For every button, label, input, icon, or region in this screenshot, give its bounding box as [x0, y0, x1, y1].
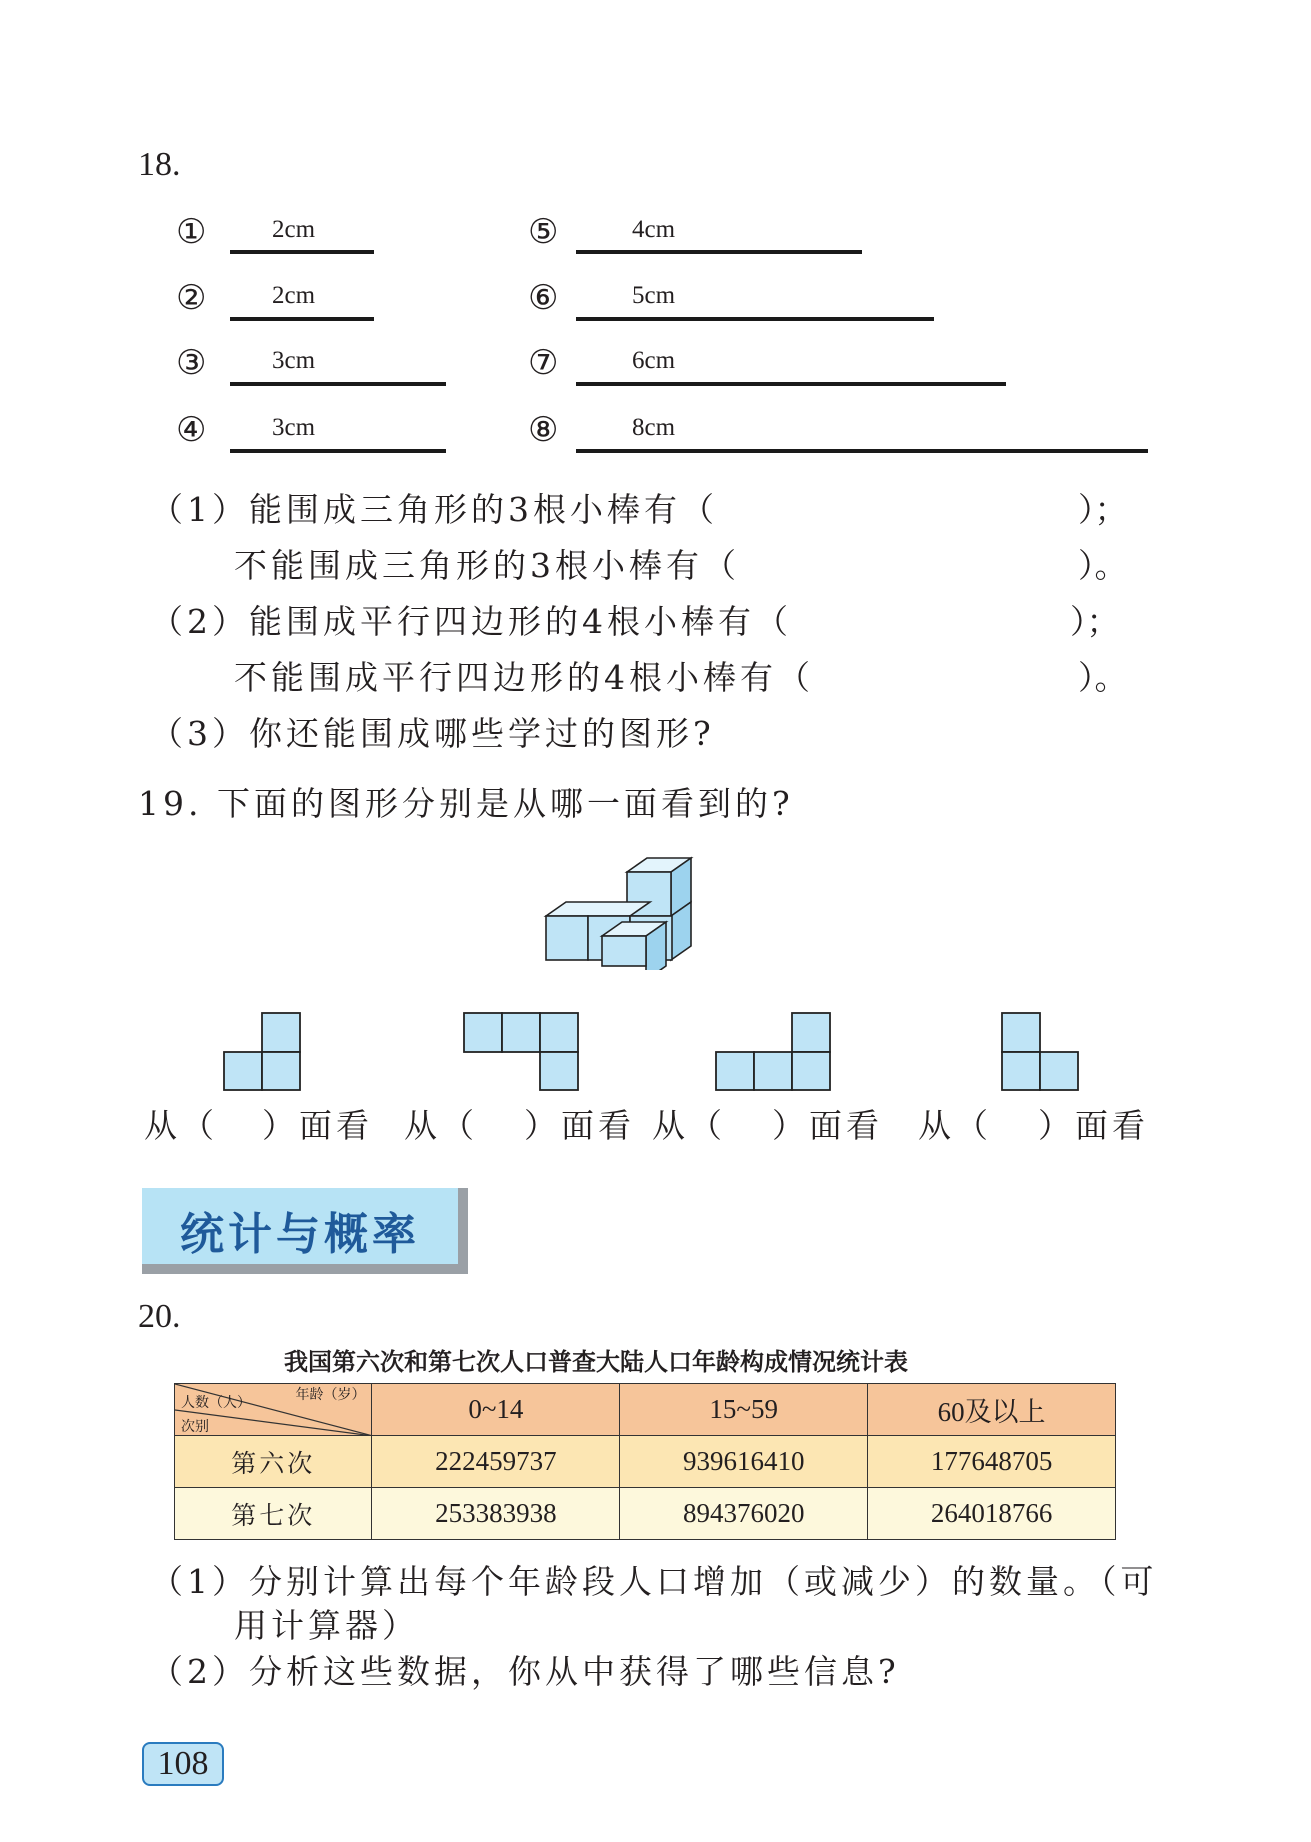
stick-3-mark: ③: [176, 343, 207, 383]
table-cell: 264018766: [868, 1488, 1116, 1540]
population-table: [174, 1383, 1116, 1540]
q18-part3: （3）你还能围成哪些学过的图形?: [150, 714, 715, 753]
view-b-label-right: ）面看: [524, 1106, 635, 1145]
view-a-square: [262, 1052, 300, 1090]
column-header: 60及以上: [868, 1384, 1116, 1436]
stick-5-mark: ⑤: [528, 212, 559, 252]
stick-7-length: 6cm: [632, 347, 676, 374]
view-c-square: [716, 1052, 754, 1090]
question-20-number: 20.: [138, 1298, 181, 1335]
table-cell: 894376020: [620, 1488, 868, 1540]
view-b-square: [464, 1013, 502, 1052]
row-label: 第七次: [175, 1488, 372, 1540]
table-cell: 253383938: [372, 1488, 620, 1540]
table-row: [175, 1488, 1116, 1540]
stick-4-line: [230, 449, 446, 453]
q18-part2-close: ）；: [1070, 602, 1120, 641]
table-title: 我国第六次和第七次人口普查大陆人口年龄构成情况统计表: [284, 1348, 908, 1376]
stick-6-mark: ⑥: [528, 278, 559, 318]
view-c-label-right: ）面看: [772, 1106, 883, 1145]
q18-part1-close: ）；: [1078, 490, 1128, 529]
q18-part1-line1: （1）能围成三角形的3根小棒有（: [150, 490, 718, 529]
column-header: 0~14: [372, 1384, 620, 1436]
table-corner-cell: [175, 1384, 372, 1436]
stick-2-length: 2cm: [272, 282, 316, 309]
corner-round-label: 次别: [181, 1419, 209, 1435]
view-d-square: [1040, 1052, 1078, 1090]
view-c-square: [754, 1052, 792, 1090]
view-b-figure: [462, 1012, 582, 1092]
stick-6-length: 5cm: [632, 282, 676, 309]
stick-8-length: 8cm: [632, 414, 676, 441]
view-d-square: [1002, 1013, 1040, 1052]
stick-4-length: 3cm: [272, 414, 316, 441]
table-cell: 939616410: [620, 1436, 868, 1488]
cube-row-front-1: [546, 916, 588, 960]
corner-age-label: 年龄（岁）: [295, 1387, 366, 1403]
q18-part1-line2: 不能围成三角形的3根小棒有（: [234, 546, 740, 585]
view-a-figure: [222, 1012, 302, 1092]
view-b-label-left: 从（: [404, 1106, 478, 1145]
stick-1-line: [230, 250, 374, 254]
cube-stack-figure: [540, 850, 700, 970]
stick-7-line: [576, 382, 1006, 386]
row-label: 第六次: [175, 1436, 372, 1488]
question-19-text: 19. 下面的图形分别是从哪一面看到的?: [138, 784, 794, 823]
stick-1-length: 2cm: [272, 216, 316, 243]
view-b-square: [540, 1013, 578, 1052]
view-a-label-left: 从（: [144, 1106, 218, 1145]
stick-8-line: [576, 449, 1148, 453]
stick-4-mark: ④: [176, 410, 207, 450]
stick-2-mark: ②: [176, 278, 207, 318]
q18-part1-close2: ）。: [1078, 546, 1128, 585]
table-header-row: [175, 1384, 1116, 1436]
table-row: [175, 1436, 1116, 1488]
stick-1-mark: ①: [176, 212, 207, 252]
view-d-label-right: ）面看: [1038, 1106, 1149, 1145]
q18-part2-close2: ）。: [1078, 658, 1128, 697]
stick-5-length: 4cm: [632, 216, 676, 243]
view-d-figure: [1000, 1012, 1080, 1092]
table-cell: 222459737: [372, 1436, 620, 1488]
stick-3-length: 3cm: [272, 347, 316, 374]
view-a-square: [262, 1013, 300, 1052]
q20-part1-line2: 用计算器）: [234, 1606, 419, 1645]
view-d-square: [1002, 1052, 1040, 1090]
view-b-square: [502, 1013, 540, 1052]
view-c-square: [792, 1052, 830, 1090]
stick-5-line: [576, 250, 862, 254]
view-c-square: [792, 1013, 830, 1052]
stick-2-line: [230, 317, 374, 321]
view-c-figure: [714, 1012, 834, 1092]
view-a-square: [224, 1052, 262, 1090]
q20-part2: （2）分析这些数据，你从中获得了哪些信息?: [150, 1652, 900, 1691]
corner-people-label: 人数（人）: [181, 1395, 251, 1411]
stick-3-line: [230, 382, 446, 386]
stick-8-mark: ⑧: [528, 410, 559, 450]
view-a-label-right: ）面看: [262, 1106, 373, 1145]
stick-6-line: [576, 317, 934, 321]
view-b-square: [540, 1052, 578, 1090]
section-title: 统计与概率: [180, 1209, 420, 1260]
stick-7-mark: ⑦: [528, 343, 559, 383]
page-number: 108: [142, 1742, 224, 1786]
column-header: 15~59: [620, 1384, 868, 1436]
view-c-label-left: 从（: [652, 1106, 726, 1145]
section-header-box: [142, 1188, 468, 1274]
q18-part2-line1: （2）能围成平行四边形的4根小棒有（: [150, 602, 792, 641]
table-cell: 177648705: [868, 1436, 1116, 1488]
q18-part2-line2: 不能围成平行四边形的4根小棒有（: [234, 658, 814, 697]
view-d-label-left: 从（: [918, 1106, 992, 1145]
question-18-number: 18.: [138, 146, 181, 183]
cube-front-face: [602, 936, 646, 966]
q20-part1-line1: （1）分别计算出每个年龄段人口增加（或减少）的数量。（可: [150, 1562, 1158, 1601]
